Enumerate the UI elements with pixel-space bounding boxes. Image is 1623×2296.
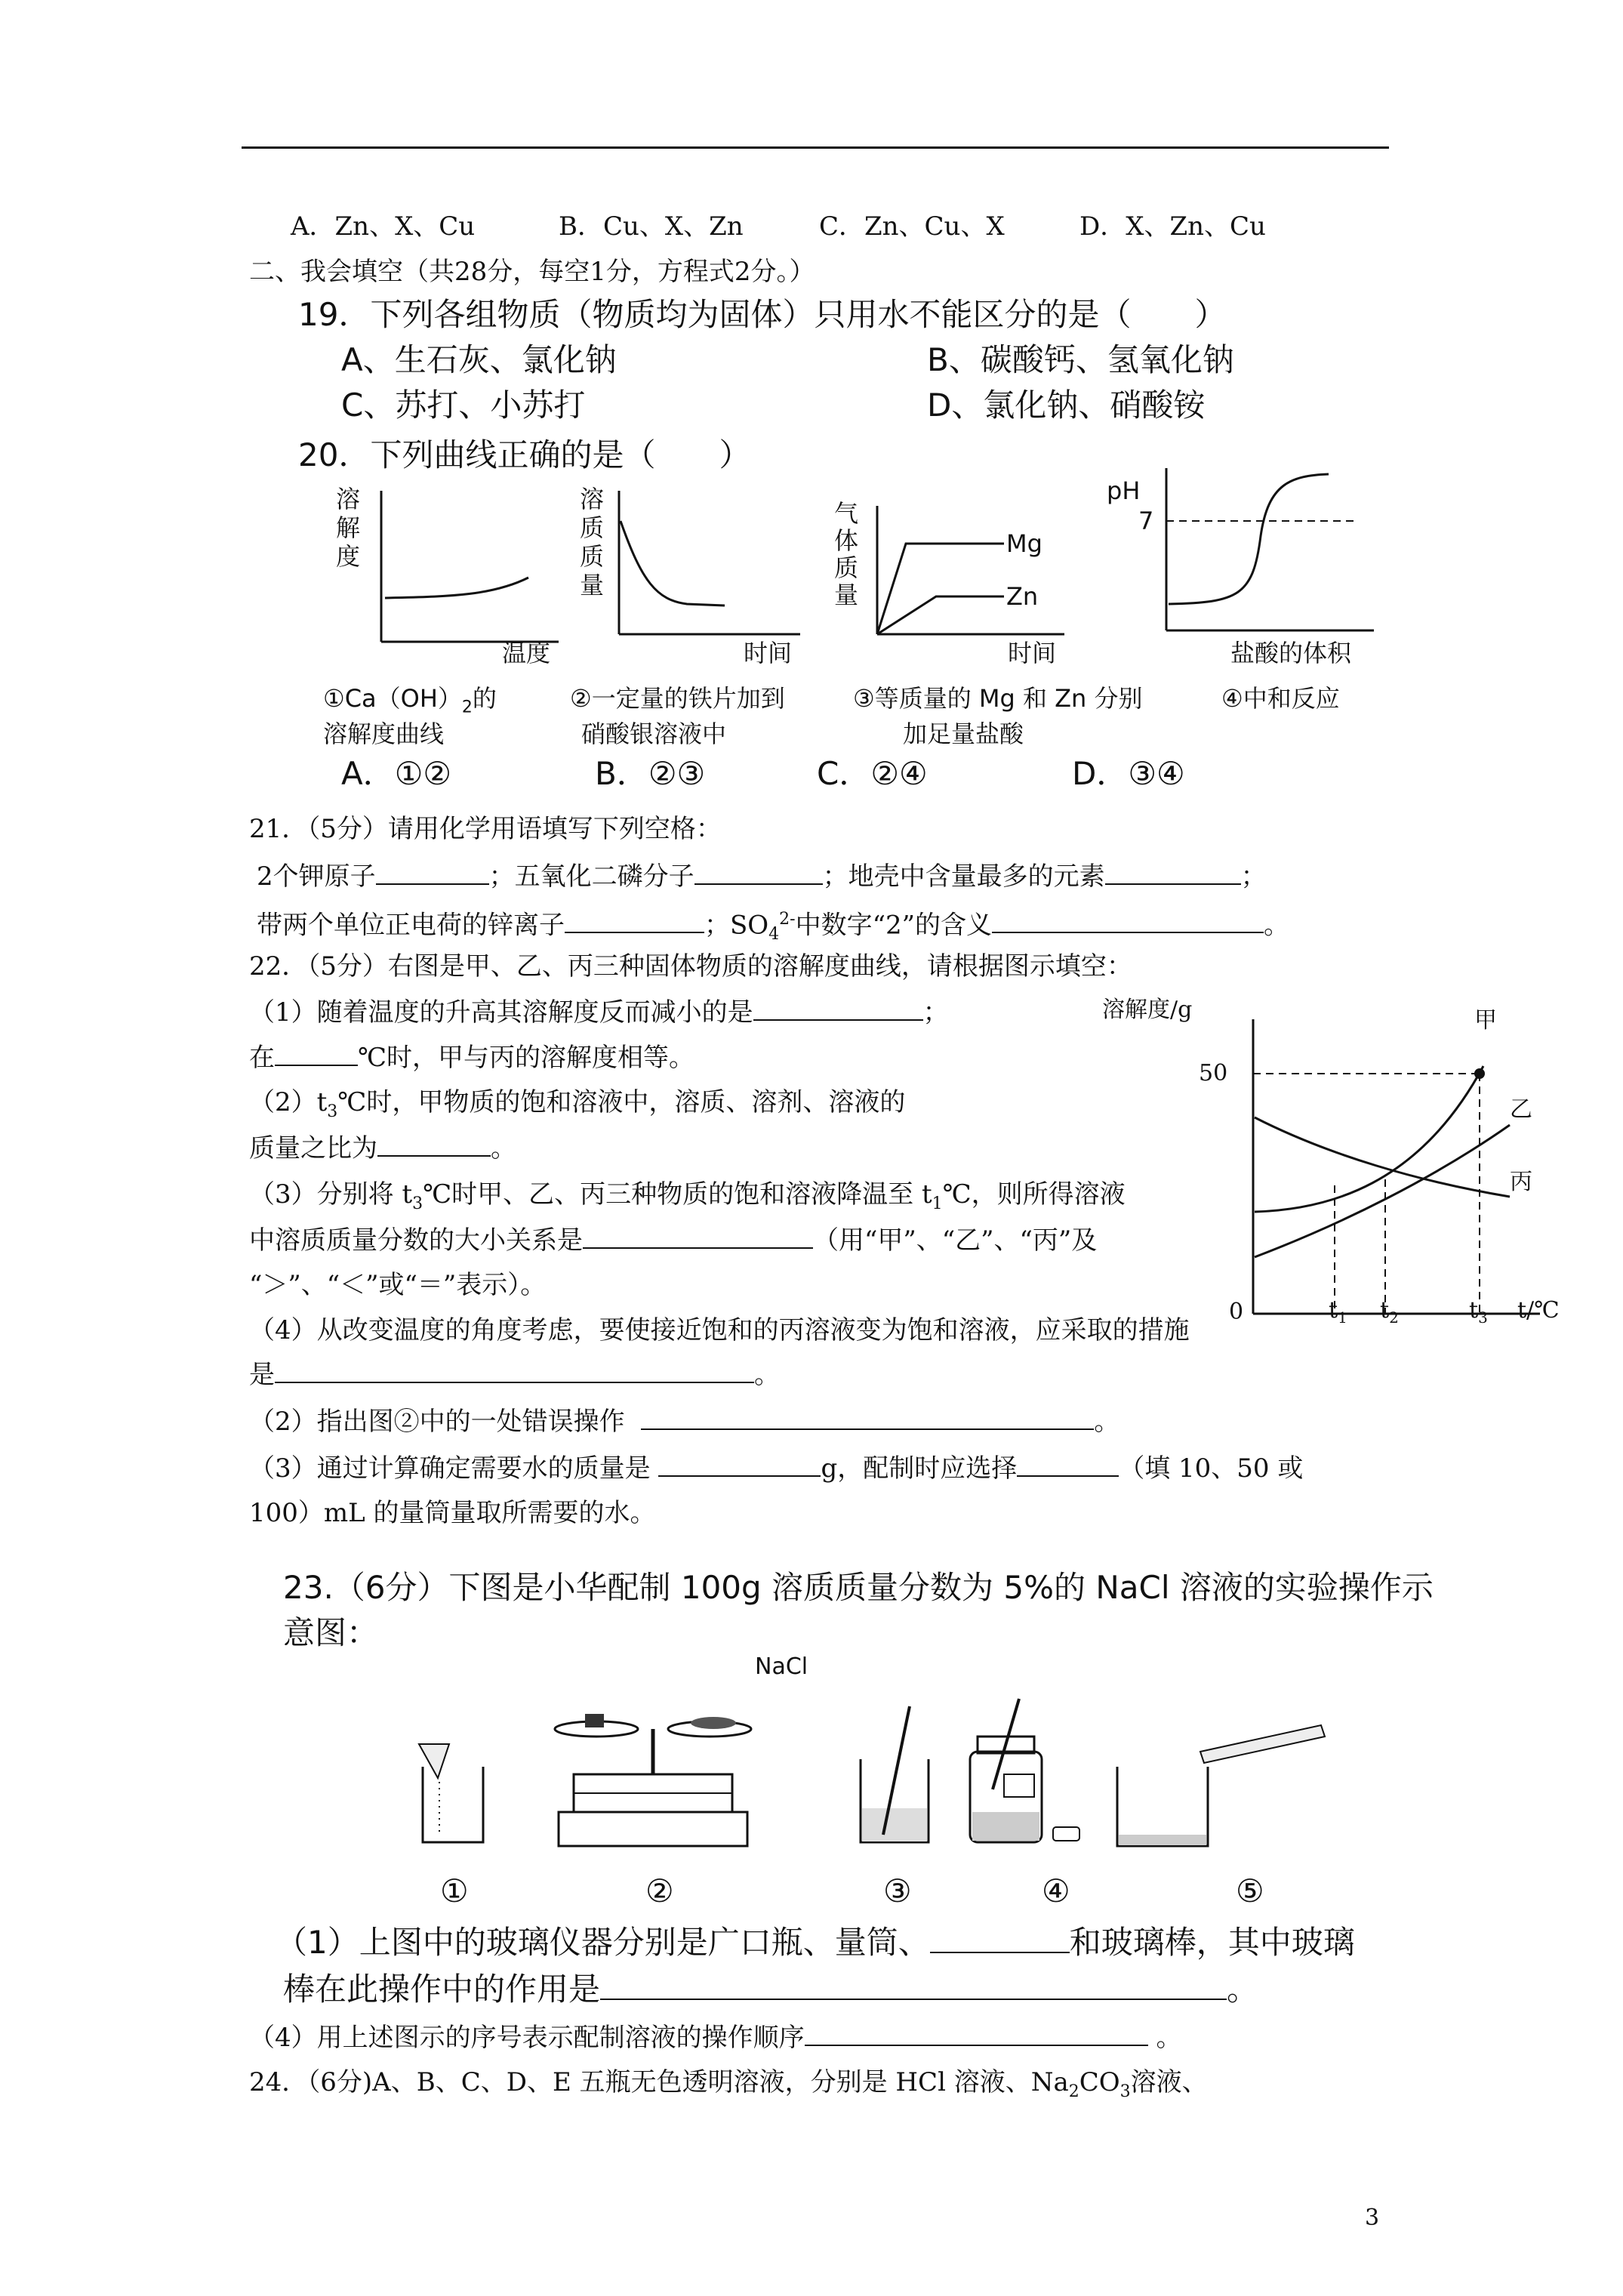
q22-blank-4[interactable] — [583, 1225, 813, 1249]
reagent-jar-icon — [970, 1699, 1079, 1842]
q22-part-3a: （3）分别将 $t_3℃$时甲、乙、丙三种物质的饱和溶液降温至 $t_1℃$，则所得溶液 — [249, 1179, 1126, 1213]
q20-graph-3-line-mg: Mg — [1006, 529, 1042, 558]
q23-part-1a: （1）上图中的玻璃仪器分别是广口瓶、量筒、 和玻璃棒，其中玻璃 — [276, 1924, 1355, 1961]
q19-option-b: B、碳酸钙、氢氧化钠 — [927, 341, 1234, 378]
q22-blank-5[interactable] — [275, 1359, 754, 1383]
q18-option-d: D．X、Zn、Cu — [1079, 211, 1266, 242]
q20-graph-4-y7: 7 — [1138, 507, 1154, 535]
q19-option-d: D、氯化钠、硝酸铵 — [927, 387, 1206, 424]
extra-part-3a: （3）通过计算确定需要水的质量是 g，配制时应选择 （填 10、50 或 — [249, 1453, 1304, 1484]
extra-blank-3[interactable] — [1017, 1453, 1119, 1477]
q20-graph-4-ylabel: pH — [1107, 476, 1141, 505]
q23-part-1c: 棒在此操作中的作用是 。 — [283, 1971, 1259, 2008]
q22-part-1b: 在 ℃时，甲与丙的溶解度相等。 — [249, 1043, 695, 1073]
q22-chart-series-jia: 甲 — [1474, 1007, 1497, 1034]
q22-chart-y50: 50 — [1199, 1060, 1228, 1086]
beaker-with-paper-icon — [419, 1744, 483, 1842]
q20-graph-3-ylabel: 气体质量 — [834, 499, 859, 609]
q23-label-3: ③ — [883, 1872, 912, 1909]
q22-chart-xunit: t/℃ — [1517, 1297, 1560, 1324]
q21-blank-4[interactable] — [565, 909, 704, 933]
q22-part-2b: 质量之比为 。 — [249, 1133, 516, 1163]
q20-graph-1-xlabel: 温度 — [502, 639, 551, 667]
q20-option-d: D．③④ — [1072, 755, 1185, 792]
header-rule — [242, 146, 1389, 149]
q23-blank-2[interactable] — [600, 1971, 1227, 2000]
q20-graph-4-xlabel: 盐酸的体积 — [1230, 639, 1352, 667]
q22-blank-1[interactable] — [753, 997, 923, 1021]
q22-stem: 22．（5分）右图是甲、乙、丙三种固体物质的溶解度曲线，请根据图示填空： — [249, 951, 1132, 982]
q20-graph-2-caption: ②一定量的铁片加到 — [570, 684, 785, 713]
q22-part-4a: （4）从改变温度的角度考虑，要使接近饱和的丙溶液变为饱和溶液，应采取的措施 — [249, 1315, 1190, 1345]
q22-part-4b: 是 。 — [249, 1360, 780, 1390]
q20-graph-3-xlabel: 时间 — [1008, 639, 1057, 667]
q22-chart-series-bing: 丙 — [1510, 1169, 1532, 1195]
q19-option-c: C、苏打、小苏打 — [341, 387, 586, 424]
q21-blank-5[interactable] — [992, 909, 1264, 933]
q22-blank-2[interactable] — [275, 1042, 358, 1066]
q23-blank-3[interactable] — [805, 2022, 1148, 2046]
q20-graph-2-xlabel: 时间 — [744, 639, 793, 667]
q24-stem: 24．（6分)A、B、C、D、E 五瓶无色透明溶液，分别是 HCl 溶液、$Na_2CO_3$溶液、 — [249, 2067, 1208, 2101]
q18-option-c: C．Zn、Cu、X — [819, 211, 1005, 242]
q20-graph-2-ylabel: 溶质质量 — [580, 485, 605, 599]
q20-graph-3-caption-2: 加足量盐酸 — [903, 720, 1024, 748]
q22-chart-series-yi: 乙 — [1510, 1096, 1532, 1123]
q22-part-2a: $(2)t_3℃$时，甲物质的饱和溶液中，溶质、溶剂、溶液的 — [249, 1087, 906, 1121]
q22-part-1a: （1）随着温度的升高其溶解度反而减小的是 ； — [249, 997, 949, 1028]
q19-option-a: A、生石灰、氯化钠 — [341, 341, 617, 378]
q22-chart-ylabel: 溶解度/g — [1102, 997, 1193, 1023]
q22-chart-tick-t1: $t_1$ — [1329, 1297, 1347, 1327]
q22-chart-tick-t2: $t_2$ — [1380, 1297, 1399, 1327]
q22-blank-3[interactable] — [377, 1133, 491, 1157]
section-2-title: 二、我会填空（共28分，每空1分，方程式2分。） — [249, 257, 815, 287]
q23-stem-2: 意图： — [283, 1614, 379, 1651]
q20-graph-1-caption: $①Ca(OH)_2$的 — [323, 684, 497, 717]
q19-stem: 19．下列各组物质（物质均为固体）只用水不能区分的是（ ） — [298, 296, 1227, 333]
q18-option-b: B．Cu、X、Zn — [559, 211, 744, 242]
q23-label-4: ④ — [1042, 1872, 1070, 1909]
q21-blank-3[interactable] — [1105, 861, 1241, 885]
q21-line-2: 带两个单位正电荷的锌离子 ；$SO_4^{2-}$中数字“2”的含义 。 — [257, 910, 1290, 945]
q20-option-a: A．①② — [341, 755, 452, 792]
q23-label-1: ① — [440, 1872, 469, 1909]
q22-part-3b: 中溶质质量分数的大小关系是 （用“甲”、“乙”、“丙”及 — [249, 1225, 1098, 1256]
q20-stem: 20．下列曲线正确的是（ ） — [298, 436, 751, 473]
page-number: 3 — [1365, 2205, 1380, 2231]
q23-label-2: ② — [645, 1872, 674, 1909]
q22-solubility-chart — [1193, 1004, 1555, 1344]
q18-option-a: A．Zn、X、Cu — [291, 211, 476, 242]
q22-part-3c: “＞”、“＜”或“＝”表示）。 — [249, 1270, 547, 1300]
q21-blank-1[interactable] — [376, 861, 489, 885]
extra-part-2: （2）指出图②中的一处错误操作 。 — [249, 1407, 1120, 1437]
q23-blank-1[interactable] — [930, 1925, 1070, 1953]
q20-graph-1-caption-2: 溶解度曲线 — [323, 720, 445, 748]
q20-graph-3-line-zn: Zn — [1006, 582, 1039, 611]
q20-graph-3-caption: ③等质量的 Mg 和 Zn 分别 — [853, 684, 1143, 713]
q23-part-4: （4）用上述图示的序号表示配制溶液的操作顺序 。 — [249, 2023, 1182, 2053]
beaker-with-rod-icon — [861, 1706, 929, 1842]
q23-nacl-label: NaCl — [755, 1653, 808, 1680]
extra-blank-1[interactable] — [641, 1406, 1094, 1430]
q21-line-1: 2个钾原子 ；五氧化二磷分子 ；地壳中含量最多的元素 ； — [257, 861, 1267, 892]
q21-blank-2[interactable] — [694, 861, 823, 885]
q22-chart-tick-t3: $t_3$ — [1469, 1297, 1488, 1327]
q20-graph-4 — [1102, 453, 1419, 657]
q20-option-c: C．②④ — [817, 755, 928, 792]
beaker-with-cylinder-icon — [1117, 1725, 1325, 1846]
extra-blank-2[interactable] — [658, 1453, 821, 1477]
q23-label-5: ⑤ — [1236, 1872, 1264, 1909]
q20-graph-1-ylabel: 溶解度 — [336, 485, 361, 571]
q22-chart-origin: 0 — [1229, 1299, 1244, 1325]
q23-illustration — [408, 1638, 1464, 1865]
q21-stem: 21．（5分）请用化学用语填写下列空格： — [249, 814, 722, 844]
balance-icon — [555, 1714, 751, 1846]
q23-stem-1: 23.（6分）下图是小华配制 100g 溶质质量分数为 5%的 NaCl 溶液的实验操作示 — [283, 1569, 1434, 1606]
extra-part-3b: 100）mL 的量筒量取所需要的水。 — [249, 1498, 656, 1528]
q20-graph-2-caption-2: 硝酸银溶液中 — [581, 720, 727, 748]
q20-option-b: B．②③ — [595, 755, 706, 792]
q20-graph-4-caption: ④中和反应 — [1221, 684, 1340, 713]
